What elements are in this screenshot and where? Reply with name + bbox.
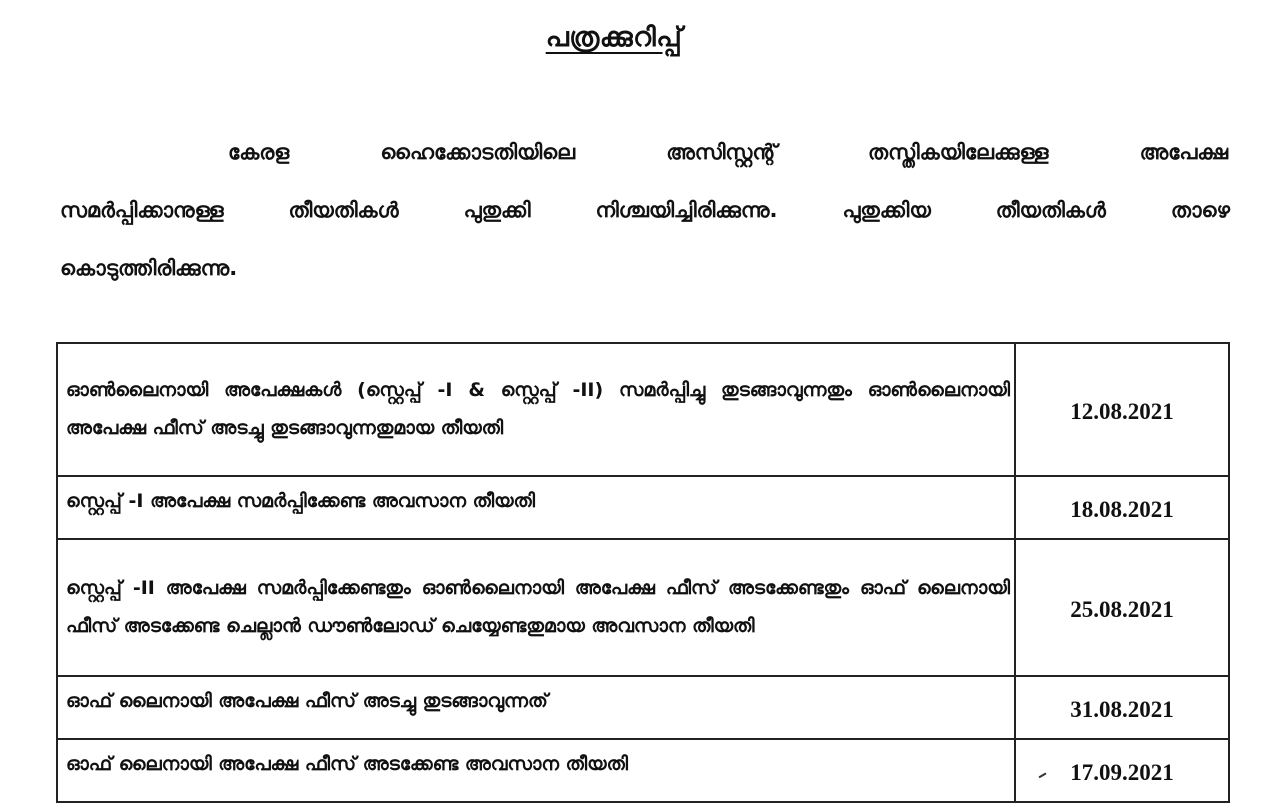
schedule-description: ഓൺലൈനായി അപേക്ഷകൾ (സ്റ്റെപ്പ് -I & സ്റ്റെപ്പ് -II) സമർപ്പിച്ചു തുടങ്ങാവുന്നതും ഓൺലൈനായി അപേക്ഷ ഫീസ് അടച്ചു തുടങ്ങാവുന്നതുമായ തീയതി xyxy=(57,343,1015,476)
schedule-description: സ്റ്റെപ്പ് -I അപേക്ഷ സമർപ്പിക്കേണ്ട അവസാന തീയതി xyxy=(57,476,1015,539)
schedule-date: 18.08.2021 xyxy=(1015,476,1229,539)
schedule-description: സ്റ്റെപ്പ് -II അപേക്ഷ സമർപ്പിക്കേണ്ടതും ഓൺലൈനായി അപേക്ഷ ഫീസ് അടക്കേണ്ടതും ഓഫ് ലൈനായി ഫീസ് അടക്കേണ്ട ചെല്ലാൻ ഡൗൺലോഡ് ചെയ്യേണ്ടതുമായ അവസാന തീയതി xyxy=(57,539,1015,676)
schedule-date: 31.08.2021 xyxy=(1015,676,1229,739)
table-row xyxy=(57,476,1229,539)
table-row xyxy=(57,739,1229,802)
table-row xyxy=(57,343,1229,476)
schedule-date: 25.08.2021 xyxy=(1015,539,1229,676)
paragraph-line-3: കൊടുത്തിരിക്കുന്നു. xyxy=(60,256,238,280)
schedule-date: 12.08.2021 xyxy=(1015,343,1229,476)
document-title: പത്രക്കുറിപ്പ് xyxy=(545,22,683,53)
schedule-description: ഓഫ് ലൈനായി അപേക്ഷ ഫീസ് അടക്കേണ്ട അവസാന തീയതി xyxy=(57,739,1015,802)
schedule-date: 17.09.2021 xyxy=(1015,739,1229,802)
table-row xyxy=(57,539,1229,676)
schedule-table xyxy=(56,342,1230,803)
schedule-description: ഓഫ് ലൈനായി അപേക്ഷ ഫീസ് അടച്ചു തുടങ്ങാവുന്നത് xyxy=(57,676,1015,739)
paragraph-line-2: സമർപ്പിക്കാനുള്ള തീയതികൾ പുതുക്കി നിശ്ചയിച്ചിരിക്കുന്നു. പുതുക്കിയ തീയതികൾ താഴെ xyxy=(60,198,1230,222)
paragraph-line-1: കേരള ഹൈക്കോടതിയിലെ അസിസ്റ്റന്റ് തസ്തികയിലേക്കുള്ള അപേക്ഷ xyxy=(228,140,1228,164)
table-row xyxy=(57,676,1229,739)
